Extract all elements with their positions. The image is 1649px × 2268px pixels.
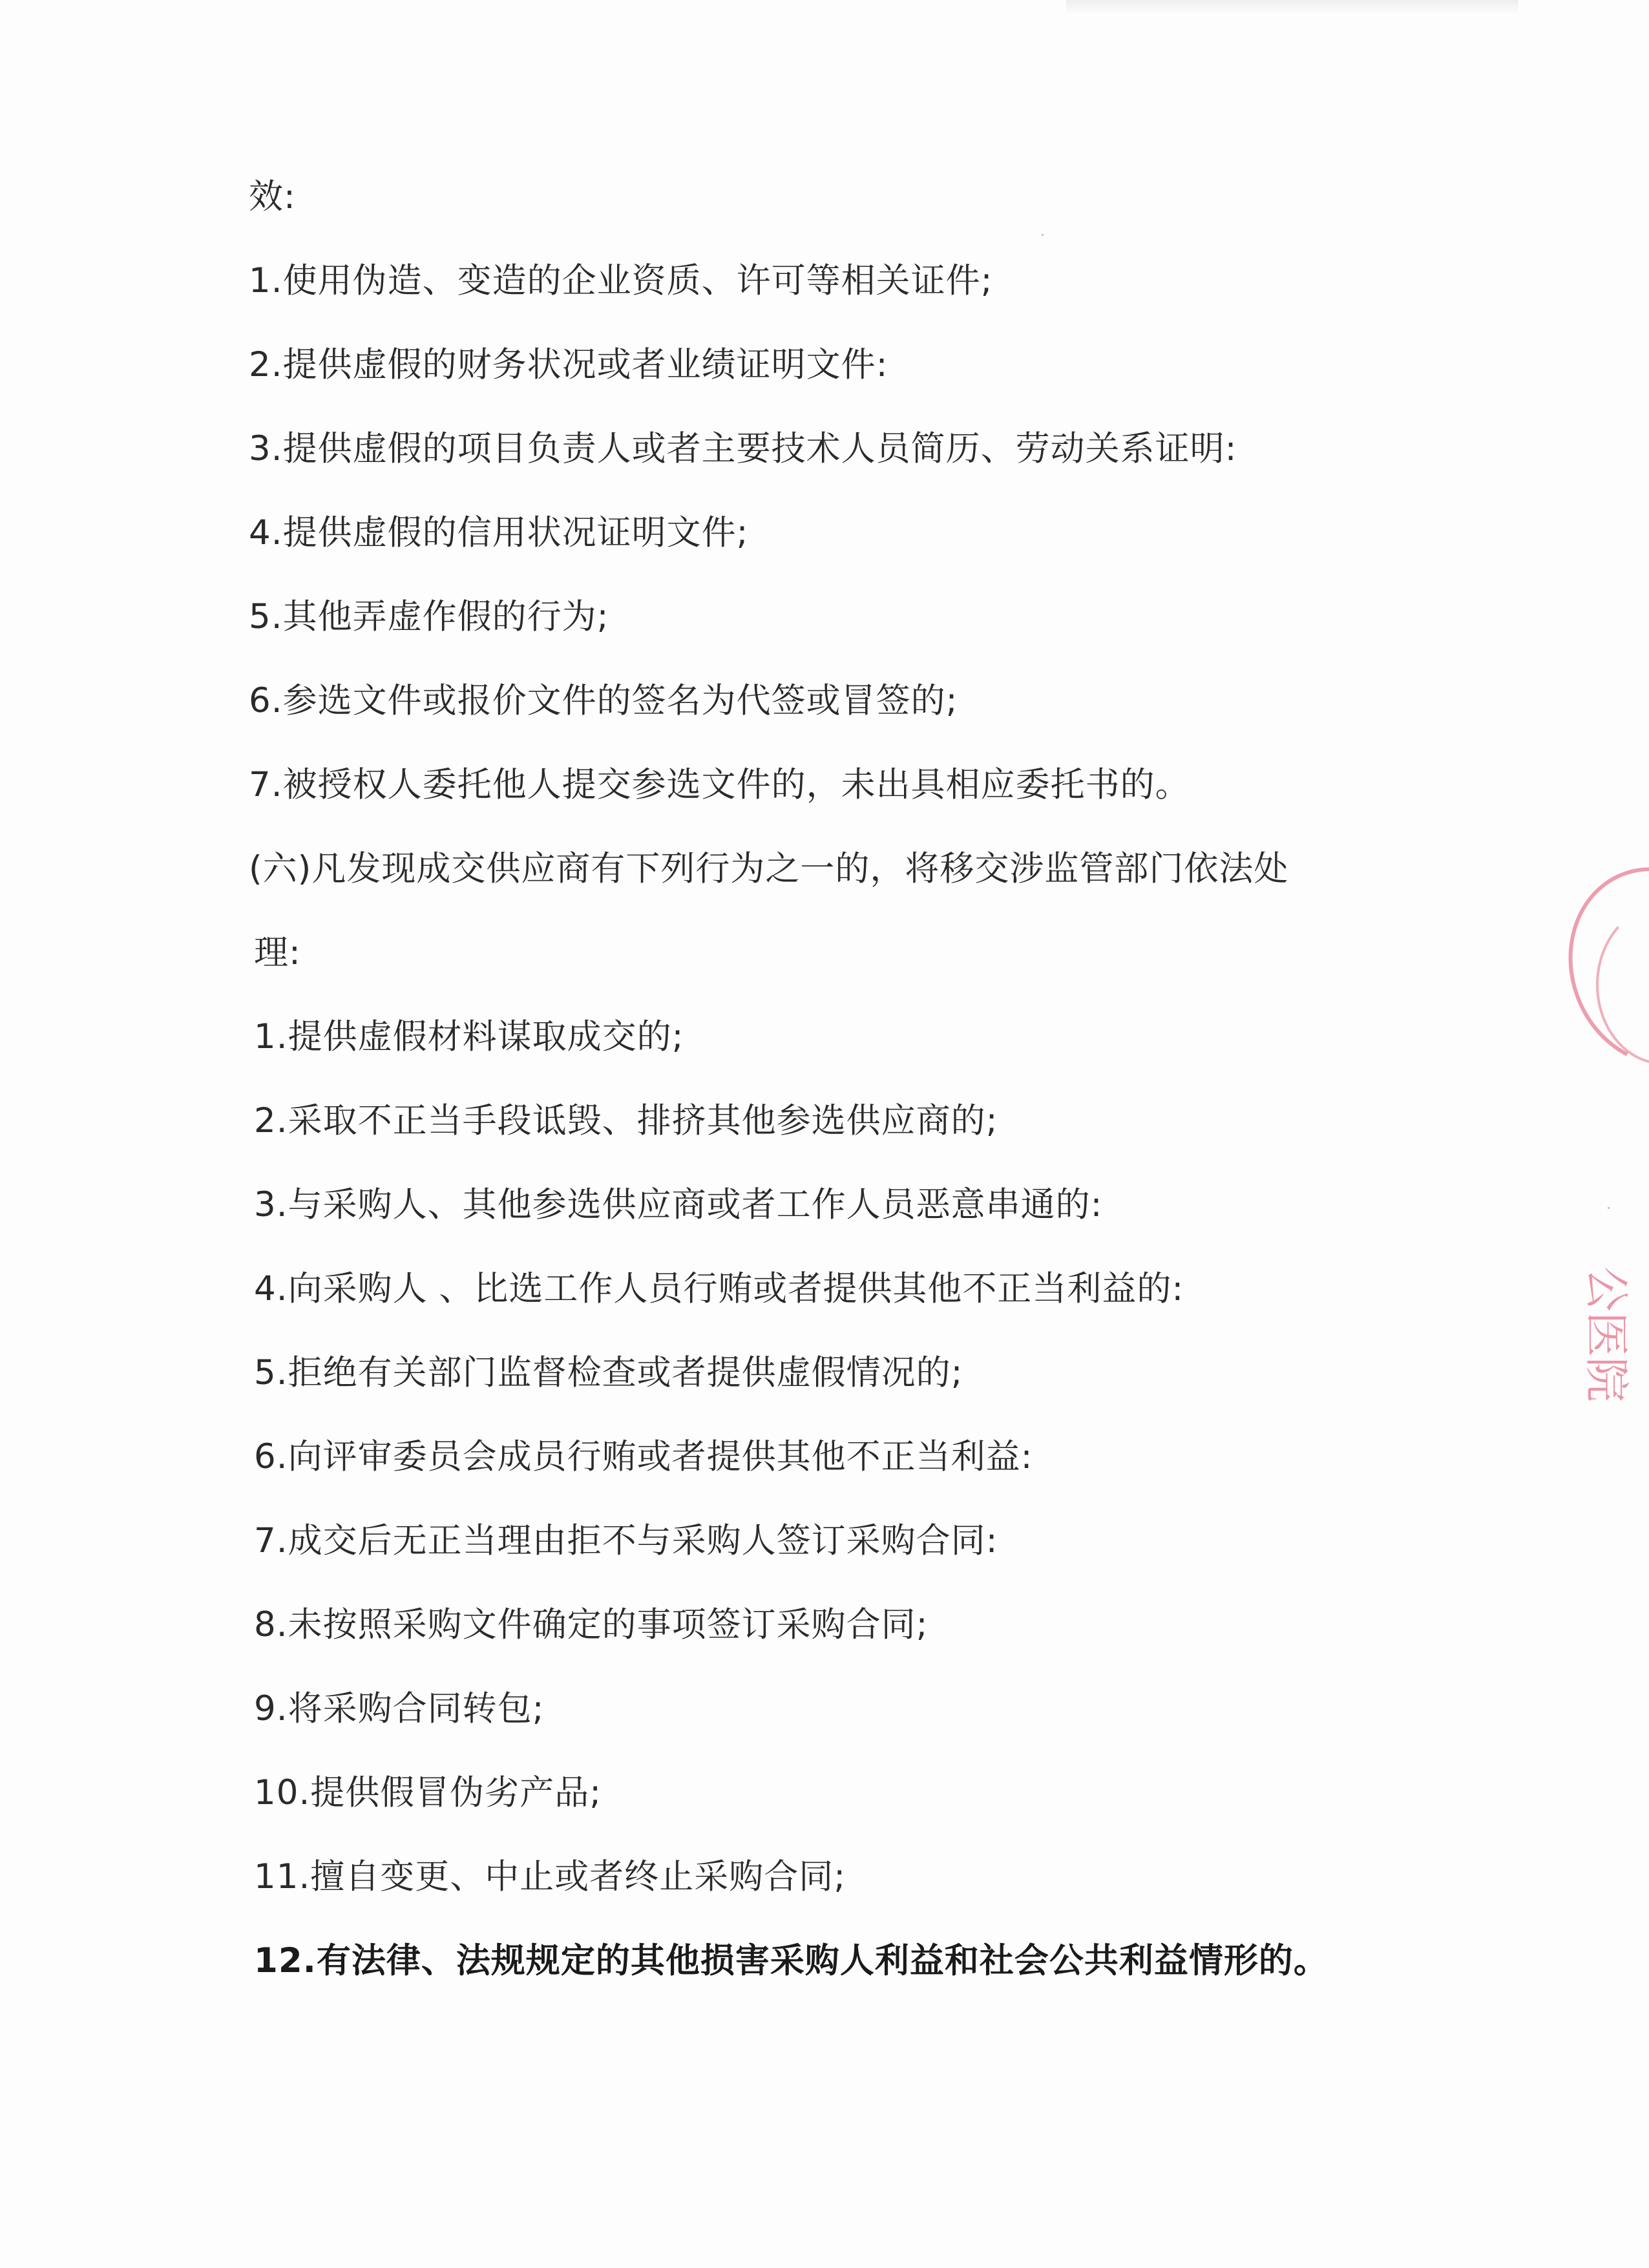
list-item: 9.将采购合同转包;: [254, 1689, 545, 1728]
list-item: 7.成交后无正当理由拒不与采购人签订采购合同:: [254, 1521, 998, 1560]
list-item: 8.未按照采购文件确定的事项签订采购合同;: [254, 1605, 929, 1644]
list-item: 4.提供虚假的信用状况证明文件;: [249, 513, 749, 552]
scan-speck: [1608, 1207, 1610, 1209]
list-item: 10.提供假冒伪劣产品;: [254, 1773, 602, 1812]
section-heading: (六)凡发现成交供应商有下列行为之一的，将移交涉监管部门依法处: [249, 849, 1289, 888]
list-item: 7.被授权人委托他人提交参选文件的，未出具相应委托书的。: [249, 765, 1190, 804]
list-item: 6.向评审委员会成员行贿或者提供其他不正当利益:: [254, 1437, 1033, 1476]
list-item: 3.与采购人、其他参选供应商或者工作人员恶意串通的:: [254, 1185, 1103, 1224]
list-item: 11.擅自变更、中止或者终止采购合同;: [254, 1857, 846, 1896]
list-item: 12.有法律、法规规定的其他损害采购人利益和社会公共利益情形的。: [254, 1941, 1329, 1980]
list-item: 6.参选文件或报价文件的签名为代签或冒签的;: [249, 681, 958, 720]
text-line: 效:: [249, 177, 296, 216]
list-item: 5.其他弄虚作假的行为;: [249, 597, 609, 636]
list-item: 3.提供虚假的项目负责人或者主要技术人员简历、劳动关系证明:: [249, 429, 1237, 468]
list-item: 1.提供虚假材料谋取成交的;: [254, 1017, 684, 1056]
list-item: 1.使用伪造、变造的企业资质、许可等相关证件;: [249, 261, 993, 300]
scan-shadow: [1066, 0, 1518, 14]
text-line: 理:: [254, 933, 301, 972]
list-item: 4.向采购人 、比选工作人员行贿或者提供其他不正当利益的:: [254, 1269, 1184, 1308]
list-item: 2.提供虚假的财务状况或者业绩证明文件:: [249, 345, 888, 384]
seal-stamp-text: 公医院: [1580, 1266, 1633, 1402]
document-body: [249, 155, 1412, 2003]
list-item: 5.拒绝有关部门监督检查或者提供虚假情况的;: [254, 1353, 963, 1392]
list-item: 2.采取不正当手段诋毁、排挤其他参选供应商的;: [254, 1101, 998, 1140]
